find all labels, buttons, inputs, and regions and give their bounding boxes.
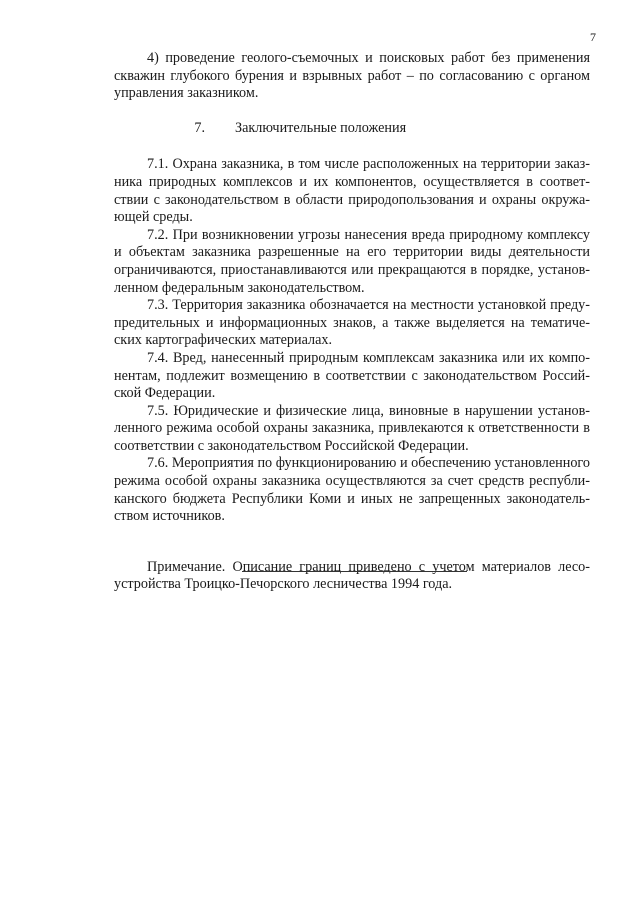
intro-paragraph [114, 50, 590, 103]
text-line: ской Федерации. [114, 385, 216, 402]
section-title: Заключительные положения [235, 119, 407, 136]
clause-7-1 [114, 156, 590, 226]
text-line: нентам, подлежит возмещению в соответствии с законодательством Россий- [114, 367, 590, 384]
text-line: управления заказником. [114, 85, 259, 102]
text-line: 7.4. Вред, нанесенный природным комплексам заказника или их компо- [147, 349, 590, 366]
text-line: 4) проведение геолого-съемочных и поисковых работ без применения [147, 50, 590, 66]
text-line: ющей среды. [114, 209, 193, 226]
clause-7-2 [114, 227, 590, 297]
text-line: скважин глубокого бурения и взрывных работ – по согласованию с органом [114, 67, 590, 84]
note-paragraph [114, 559, 590, 594]
text-line: устройства Троицко-Печорского лесничества 1994 года. [114, 576, 453, 593]
page-number: 7 [590, 30, 596, 44]
text-line: ленном федеральным законодательством. [114, 279, 365, 296]
text-line: ством источников. [114, 508, 225, 525]
clause-7-5 [114, 403, 590, 456]
section-number: 7. [194, 119, 205, 136]
text-line: ограничиваются, приостанавливаются или прекращаются в порядке, установ- [114, 261, 590, 278]
text-line: 7.3. Территория заказника обозначается на местности установкой преду- [147, 297, 590, 314]
text-line: 7.2. При возникновении угрозы нанесения вреда природному комплексу [147, 226, 590, 243]
text-line: 7.1. Охрана заказника, в том числе расположенных на территории заказ- [147, 156, 590, 173]
text-line: и объектам заказника разрешенные на его территории виды деятельности [114, 244, 590, 261]
clause-7-4 [114, 350, 590, 403]
text-line: ника природных комплексов и их компонентов, осуществляется в соответ- [114, 173, 590, 190]
text-line: ствии с законодательством в области природопользования и охраны окружа- [114, 191, 590, 208]
text-line: канского бюджета Республики Коми и иных не запрещенных законодатель- [114, 490, 590, 507]
clause-7-6 [114, 455, 590, 525]
text-line: ских картографических материалах. [114, 332, 333, 349]
document-body [114, 50, 590, 594]
text-line: ленного режима особой охраны заказника, привлекаются к ответственности в [114, 420, 590, 437]
section-heading [114, 120, 590, 138]
spacer [114, 526, 590, 559]
text-line: соответствии с законодательством Российской Федерации. [114, 437, 469, 454]
text-line: 7.5. Юридические и физические лица, виновные в нарушении установ- [147, 402, 590, 419]
text-line: предительных и информационных знаков, а также выделяется на тематиче- [114, 314, 590, 331]
text-line: режима особой охраны заказника осуществляются за счет средств республи- [114, 473, 590, 490]
text-line: Примечание. Описание границ приведено с учетом материалов лесо- [147, 558, 590, 575]
end-divider [242, 571, 467, 572]
clause-7-3 [114, 297, 590, 350]
text-line: 7.6. Мероприятия по функционированию и обеспечению установленного [147, 455, 590, 472]
